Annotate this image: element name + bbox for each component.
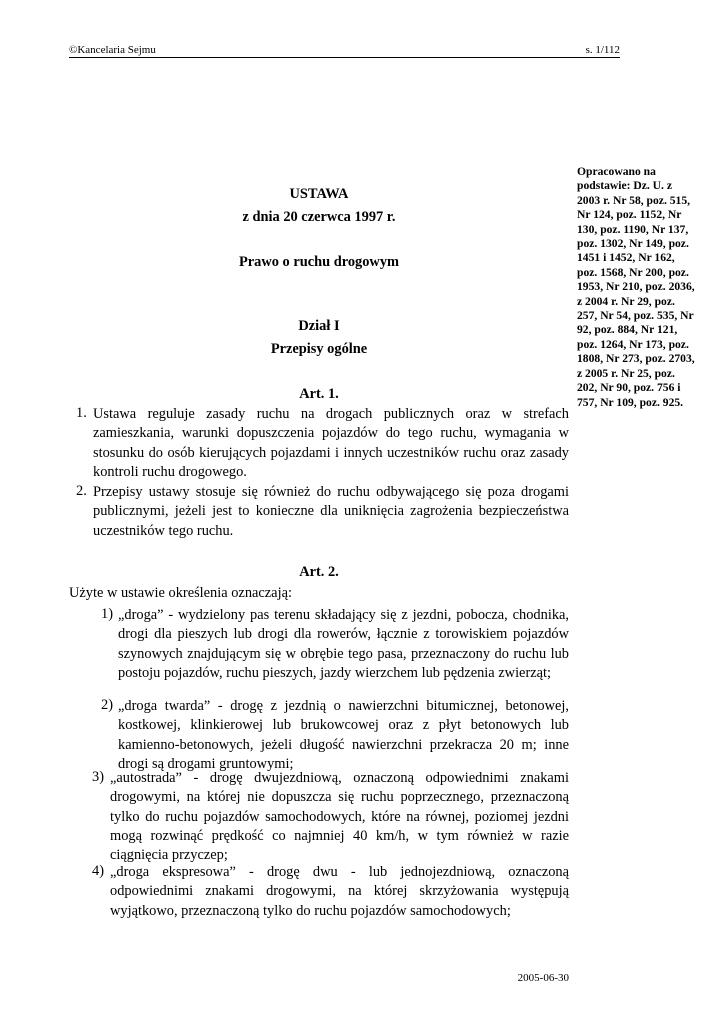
footer-date: 2005-06-30	[517, 972, 569, 984]
art2-item-2-number: 2)	[101, 697, 113, 713]
art2-item-1-number: 1)	[101, 606, 113, 622]
art2-item-2-text: „droga twarda” - drogę z jezdnią o nawierzchni bitumicznej, betonowej, kostkowej, klinkierowej lub brukowcowej oraz z płyt betonowych lub kamienno-betonowych, jeżeli długość nawierzchni przekracza 20 m; inne drogi są drogami gruntowymi;	[118, 698, 569, 772]
art2-item-4-text: „droga ekspresowa” - drogę dwu - lub jednojezdniową, oznaczoną odpowiednimi znakami drogowymi, na której skrzyżowania występują wyjątkowo, przeznaczoną tylko do ruchu pojazdów samochodowych;	[110, 864, 569, 919]
side-note: Opracowano na podstawie: Dz. U. z 2003 r. Nr 58, poz. 515, Nr 124, poz. 1152, Nr 130, poz. 1190, Nr 137, poz. 1302, Nr 149, poz. 1451 i 1452, Nr 162, poz. 1568, Nr 200, poz. 1953, Nr 210, poz. 2036, z 2004 r. Nr 29, poz. 257, Nr 54, poz. 535, Nr 92, poz. 884, Nr 121, poz. 1264, Nr 173, poz. 1808, Nr 273, poz. 2703, z 2005 r. Nr 25, poz. 202, Nr 90, poz. 756 i 757, Nr 109, poz. 925.	[577, 165, 695, 409]
art2-item-3-text: „autostrada” - drogę dwujezdniową, oznaczoną odpowiednimi znakami drogowymi, na której nie dopuszcza się ruchu poprzecznego, przeznaczoną tylko do ruchu pojazdów samochodowych, które na równej, poziomej jezdni mogą rozwinąć prędkość co najmniej 40 km/h, w tym również w razie ciągnięcia przyczep;	[110, 770, 569, 864]
art2-item-4-number: 4)	[92, 863, 104, 879]
art1-heading: Art. 1.	[299, 386, 339, 402]
header-rule	[69, 57, 620, 58]
division-label: Dział I	[298, 318, 340, 334]
act-type: USTAWA	[289, 186, 349, 202]
art1-item-2-text: Przepisy ustawy stosuje się również do ruchu odbywającego się poza drogami publicznymi, jeżeli jest to konieczne dla uniknięcia zagrożenia bezpieczeństwa uczestników tego ruchu.	[93, 484, 569, 539]
art2-intro: Użyte w ustawie określenia oznaczają:	[69, 585, 292, 601]
art2-item-1-text: „droga” - wydzielony pas terenu składający się z jezdni, pobocza, chodnika, drogi dla pieszych lub drogi dla rowerów, łącznie z torowiskiem pojazdów szynowych znajdującym się w obrębie tego pasa, przeznaczony do ruchu lub postoju pojazdów, ruchu pieszych, jazdy wierzchem lub pędzenia zwierząt;	[118, 607, 569, 681]
art1-item-2-number: 2.	[76, 483, 87, 499]
art1-item-1-number: 1.	[76, 405, 87, 421]
header-source: ©Kancelaria Sejmu	[69, 44, 156, 56]
act-date: z dnia 20 czerwca 1997 r.	[242, 209, 396, 225]
art2-heading: Art. 2.	[299, 564, 339, 580]
art1-item-1-text: Ustawa reguluje zasady ruchu na drogach publicznych oraz w strefach zamieszkania, warunki dopuszczenia pojazdów do tego ruchu, wymagania w stosunku do osób kierujących pojazdami i innych uczestników ruchu oraz zasady kontroli ruchu drogowego.	[93, 406, 569, 480]
header-page-number: s. 1/112	[585, 44, 620, 56]
division-name: Przepisy ogólne	[270, 341, 368, 357]
act-name: Prawo o ruchu drogowym	[238, 254, 400, 270]
art2-item-3-number: 3)	[92, 769, 104, 785]
